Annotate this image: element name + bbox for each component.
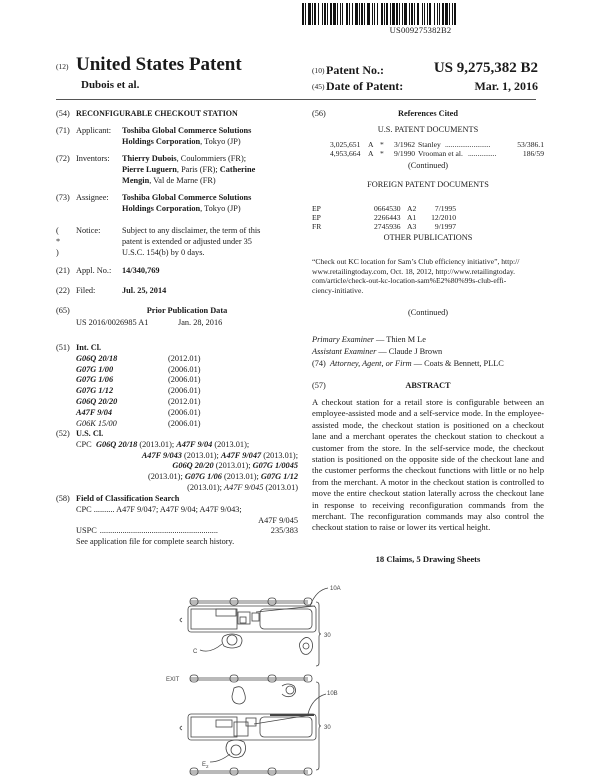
us-cl-part: (2013.01); xyxy=(181,450,221,460)
us-cl-part: (2013.01); xyxy=(212,439,250,449)
class-code: A47F 9/04 xyxy=(76,407,113,417)
us-doc-date: 3/1962 xyxy=(394,140,416,149)
section-heading: Int. Cl. xyxy=(76,343,102,352)
foreign-patent-doc-row xyxy=(312,213,544,222)
field-code: (72) xyxy=(56,154,70,163)
cpc-search-line: A47F 9/045 xyxy=(258,515,298,525)
inventor-name: Pierre Luguern xyxy=(122,164,177,174)
class-version: (2006.01) xyxy=(168,375,201,385)
document-title: United States Patent xyxy=(76,54,242,75)
class-code: G06K 15/00 xyxy=(76,418,117,428)
us-cl-part: (2013.01); xyxy=(213,461,253,471)
bag-symbol xyxy=(180,726,182,730)
attorney-name: — Coats & Bennett, PLLC xyxy=(411,359,504,368)
us-patent-docs-heading: U.S. PATENT DOCUMENTS xyxy=(377,125,479,134)
publication-line: www.retailingtoday.com, Oct. 18, 2012, http://www.retailingtoday. xyxy=(312,266,516,276)
class-version: (2012.01) xyxy=(168,396,201,406)
continued-label: (Continued) xyxy=(407,308,449,317)
uspc-label: USPC xyxy=(76,526,97,536)
us-cl-part: (2013.01); xyxy=(221,472,261,482)
rail-post xyxy=(190,675,198,682)
notice-line: patent is extended or adjusted under 35 xyxy=(122,236,252,246)
rail-post xyxy=(268,598,276,605)
applicant-location: , Tokyo (JP) xyxy=(200,136,241,146)
barcode-text: US009275382B2 xyxy=(389,25,452,35)
section-heading: References Cited xyxy=(398,109,458,118)
uspc-value: 235/383 xyxy=(270,526,298,536)
field-label: Notice: xyxy=(76,226,101,235)
field-code: (52) xyxy=(56,429,70,438)
applicant-name-2: Holdings Corporation xyxy=(122,136,201,146)
prior-pub-date: Jan. 28, 2016 xyxy=(178,318,223,327)
field-code: (54) xyxy=(56,109,70,118)
publication-line: ciency-initiative. xyxy=(312,285,364,295)
us-doc-num: 4,953,664 xyxy=(330,149,361,158)
us-patent-doc-row xyxy=(330,149,544,158)
field-label: Applicant: xyxy=(76,126,112,135)
assignee-location: , Tokyo (JP) xyxy=(200,203,241,213)
attorney-label: Attorney, Agent, or Firm xyxy=(329,359,412,368)
section-heading: ABSTRACT xyxy=(405,381,451,390)
class-code: G07G 1/00 xyxy=(76,364,114,374)
us-cl-part: G06Q 20/20 xyxy=(172,461,214,471)
abstract-text: A checkout station for a retail store is configurable between an employee-assisted mode and a self-service mode. In the employee-assisted mode, the checkout station is positioned on a checkout lane and a merchant operates the checkout station to checkout a customer from the store. In the self-service mode, the checkout station is positioned on the opposite side of the checkout lane and the customer performs the checkout functions with little or no help from the merchant. A motor in the checkout station is controlled to move the entire checkout station laterally across the checkout lane in response to receiving reconfiguration commands from the merchant. The reconfiguration commands may also control the checkout station to raise or lower its vertical height. xyxy=(312,397,544,533)
us-patent-doc-row xyxy=(330,140,544,149)
field-code: ( * ) xyxy=(56,226,61,257)
field-code: (56) xyxy=(312,109,326,118)
middle-rail xyxy=(190,675,312,682)
field-code: (73) xyxy=(56,193,70,202)
customer-figure xyxy=(200,634,242,651)
us-cl-line xyxy=(76,440,298,451)
int-cl-row xyxy=(76,375,276,386)
us-cl-part: A47F 9/04 xyxy=(176,439,213,449)
rail-post xyxy=(190,598,198,605)
shopper-figure xyxy=(299,637,312,654)
us-doc-dots: ........................ xyxy=(445,140,491,149)
header-divider xyxy=(56,99,536,100)
us-cl-part: (2013.01); xyxy=(147,472,185,482)
code-10: (10) xyxy=(312,66,325,75)
us-doc-kind: A xyxy=(368,149,374,158)
foreign-patent-docs-heading: FOREIGN PATENT DOCUMENTS xyxy=(367,180,489,189)
rail-post xyxy=(190,768,198,775)
int-cl-row xyxy=(76,397,276,408)
class-code: G06Q 20/18 xyxy=(76,353,118,363)
class-version: (2012.01) xyxy=(168,353,201,363)
us-cl-part: G07G 1/0045 xyxy=(252,461,298,471)
field-code: (74) xyxy=(312,359,326,368)
bottom-rail xyxy=(190,768,312,775)
section-heading: Field of Classification Search xyxy=(76,494,180,503)
us-doc-name: Vrooman et al. xyxy=(418,149,463,158)
claims-summary: 18 Claims, 5 Drawing Sheets xyxy=(375,554,481,564)
rail-post xyxy=(304,675,312,682)
us-cl-part: A47F 9/045 xyxy=(224,482,264,492)
examiners xyxy=(312,335,544,370)
field-label: Filed: xyxy=(76,286,96,295)
notice-line: U.S.C. 154(b) by 0 days. xyxy=(122,247,205,257)
foreign-doc-country: EP xyxy=(312,213,321,222)
representative-drawing xyxy=(150,582,430,777)
class-code: G07G 1/06 xyxy=(76,375,114,385)
us-doc-kind: A xyxy=(368,140,374,149)
us-doc-cls: 186/59 xyxy=(522,149,544,158)
foreign-doc-num: 2266443 xyxy=(374,213,401,222)
shopper-figure xyxy=(232,687,245,704)
label-exit: EXIT xyxy=(166,677,180,683)
patent-no-label: Patent No.: xyxy=(326,63,384,77)
us-cl-line xyxy=(76,451,298,462)
invention-title: RECONFIGURABLE CHECKOUT STATION xyxy=(76,109,238,118)
bag-symbol xyxy=(180,618,182,622)
us-cl-part: A47F 9/043 xyxy=(141,450,182,460)
foreign-doc-kind: A1 xyxy=(407,213,417,222)
us-cl-part: G07G 1/12 xyxy=(260,472,298,482)
foreign-doc-kind: A2 xyxy=(407,204,417,213)
label-c: C xyxy=(193,649,198,655)
lane-bracket xyxy=(316,682,321,770)
barcode-bar xyxy=(456,3,457,25)
int-cl-row xyxy=(76,354,276,365)
class-version: (2006.01) xyxy=(168,364,201,374)
us-doc-star: * xyxy=(380,140,384,149)
employee-figure xyxy=(210,740,246,762)
foreign-doc-date: 9/1997 xyxy=(434,222,456,231)
inventor-short: Dubois et al. xyxy=(81,79,140,91)
foreign-patent-doc-row xyxy=(312,222,544,231)
us-cl-part: (2013.01) xyxy=(263,482,298,492)
rail-post xyxy=(304,768,312,775)
label-e-sub: 2 xyxy=(206,764,209,769)
lane-bracket xyxy=(316,602,321,666)
kind-code-12: (12) xyxy=(56,62,69,71)
checkout-station-10b xyxy=(180,714,316,740)
inventor-name: Mengin xyxy=(122,175,150,185)
field-code: (71) xyxy=(56,126,70,135)
assistant-examiner-label: Assistant Examiner xyxy=(312,347,377,356)
notice-line: Subject to any disclaimer, the term of this xyxy=(122,226,261,235)
class-code: G07G 1/12 xyxy=(76,386,114,396)
filed-value: Jul. 25, 2014 xyxy=(122,286,167,295)
leader-line xyxy=(200,644,222,651)
date-of-patent-label: Date of Patent: xyxy=(326,79,404,93)
prior-pub-number: US 2016/0026985 A1 xyxy=(76,318,149,327)
other-publications-heading: OTHER PUBLICATIONS xyxy=(383,233,473,242)
inventor-name: Catherine xyxy=(219,164,256,174)
us-doc-date: 9/1990 xyxy=(394,149,416,158)
date-of-patent-value: Mar. 1, 2016 xyxy=(474,79,538,93)
foreign-doc-date: 7/1995 xyxy=(434,204,456,213)
class-version: (2006.01) xyxy=(168,407,201,417)
label-30: 30 xyxy=(324,633,331,639)
leader-line xyxy=(308,694,326,714)
foreign-doc-date: 12/2010 xyxy=(431,213,456,222)
field-label: Inventors: xyxy=(76,154,110,163)
rail-post xyxy=(268,768,276,775)
int-cl-row xyxy=(76,365,276,376)
field-code: (57) xyxy=(312,381,326,390)
assistant-examiner: — Claude J Brown xyxy=(376,347,443,356)
publication-line: “Check out KC location for Sam’s Club efficiency initiative”, http:// xyxy=(312,257,520,266)
int-cl-row xyxy=(76,408,276,419)
foreign-doc-kind: A3 xyxy=(407,222,417,231)
publication-line: com/article/check-out-kc-location-sam%E2%80%99s-club-effi- xyxy=(312,276,507,286)
inventor-location: , Paris (FR); xyxy=(176,164,220,174)
continued-label: (Continued) xyxy=(407,161,449,170)
inventor-location: , Coulommiers (FR); xyxy=(176,154,247,163)
us-cl-part: G06Q 20/18 xyxy=(96,439,138,449)
right-column xyxy=(312,109,544,579)
shopper-figure xyxy=(282,684,296,697)
foreign-patent-doc-row xyxy=(312,204,544,213)
class-code: G06Q 20/20 xyxy=(76,396,118,406)
barcode xyxy=(302,3,539,25)
rail-post xyxy=(230,598,238,605)
inventor-name: Thierry Dubois xyxy=(122,154,177,163)
primary-examiner: — Thien M Le xyxy=(373,335,426,344)
field-code: (51) xyxy=(56,343,70,352)
field-code: (65) xyxy=(56,306,70,315)
class-version: (2006.01) xyxy=(168,386,201,396)
top-rail xyxy=(190,598,312,605)
search-note: See application file for complete search history. xyxy=(76,537,235,547)
us-cl-part: (2013.01); xyxy=(137,439,177,449)
us-cl-part: (2013.01); xyxy=(261,450,298,460)
foreign-doc-num: 0664530 xyxy=(374,204,401,213)
foreign-doc-country: EP xyxy=(312,204,321,213)
us-doc-cls: 53/386.1 xyxy=(517,140,544,149)
applicant-name: Toshiba Global Commerce Solutions xyxy=(122,126,252,135)
foreign-doc-num: 2745936 xyxy=(374,222,401,231)
label-30: 30 xyxy=(324,725,331,731)
field-label: Assignee: xyxy=(76,193,109,202)
cpc-search-line: CPC .......... A47F 9/047; A47F 9/04; A47F 9/043; xyxy=(76,504,242,514)
us-doc-dots: ............... xyxy=(468,149,497,158)
left-column xyxy=(56,109,298,579)
int-cl-row xyxy=(76,386,276,397)
us-cl-line xyxy=(76,461,298,472)
int-cl-row xyxy=(76,419,276,430)
field-code: (22) xyxy=(56,286,70,295)
foreign-doc-country: FR xyxy=(312,222,322,231)
us-cl-part: G07G 1/06 xyxy=(184,472,222,482)
label-10b: 10B xyxy=(327,691,338,697)
class-version: (2006.01) xyxy=(168,418,201,428)
us-doc-star: * xyxy=(380,149,384,158)
leader-line xyxy=(210,754,230,762)
rail-post xyxy=(230,768,238,775)
label-10a: 10A xyxy=(330,586,341,592)
code-45: (45) xyxy=(312,82,325,91)
rail-post xyxy=(268,675,276,682)
assignee-name: Toshiba Global Commerce Solutions xyxy=(122,193,252,202)
assignee-name-2: Holdings Corporation xyxy=(122,203,201,213)
us-cl-line xyxy=(76,472,298,483)
us-doc-num: 3,025,651 xyxy=(330,140,361,149)
us-cl-part: (2013.01); xyxy=(187,482,225,492)
us-cl-part: A47F 9/047 xyxy=(220,450,262,460)
label-e-main: E xyxy=(202,762,207,768)
field-code: (21) xyxy=(56,266,70,275)
cpc-label: CPC xyxy=(76,439,92,449)
section-heading: U.S. Cl. xyxy=(76,429,104,438)
us-doc-name: Stanley xyxy=(418,140,441,149)
field-label: Appl. No.: xyxy=(76,266,112,275)
appl-no-value: 14/340,769 xyxy=(122,266,160,275)
primary-examiner-label: Primary Examiner xyxy=(312,335,374,344)
label-e xyxy=(202,762,209,769)
checkout-station-10a xyxy=(180,606,316,632)
patent-no-value: US 9,275,382 B2 xyxy=(433,60,538,76)
section-heading: Prior Publication Data xyxy=(146,306,228,315)
rail-post xyxy=(230,675,238,682)
leader-dots: ......................................................... xyxy=(99,526,218,536)
us-cl-line xyxy=(76,483,298,494)
field-code: (58) xyxy=(56,494,70,503)
inventor-location: , Val de Marne (FR) xyxy=(149,175,216,185)
